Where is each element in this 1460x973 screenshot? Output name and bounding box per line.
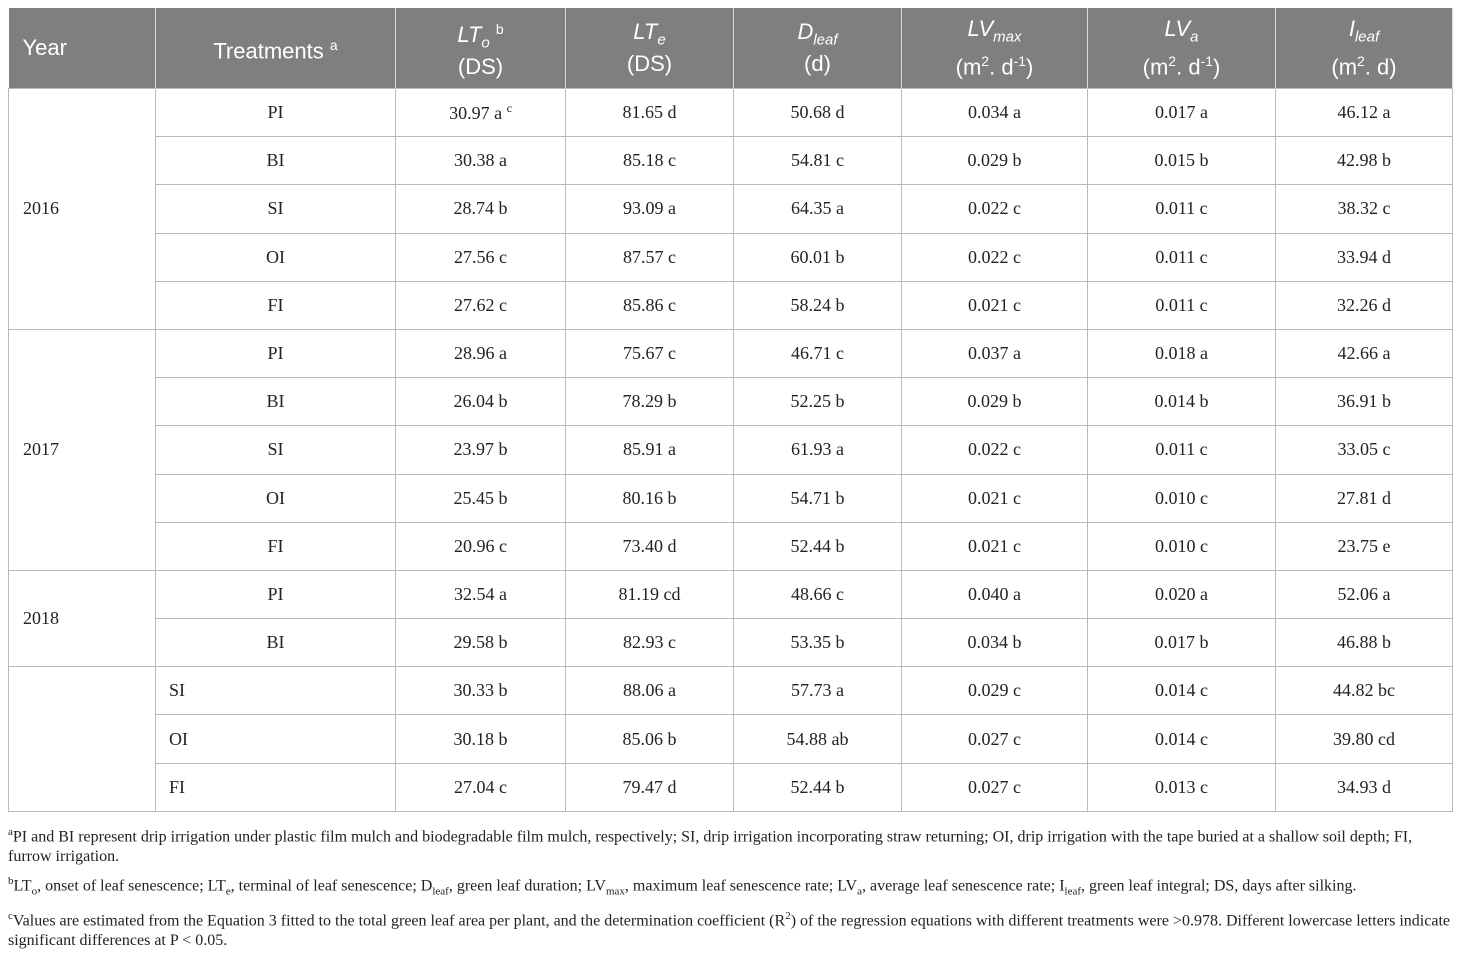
value-cell: 42.66 a	[1276, 329, 1453, 377]
value-cell: 27.62 c	[396, 281, 566, 329]
value-cell: 28.74 b	[396, 185, 566, 233]
value-cell: 32.54 a	[396, 570, 566, 618]
value-cell: 85.06 b	[566, 715, 734, 763]
value-cell: 29.58 b	[396, 619, 566, 667]
value-cell: 23.75 e	[1276, 522, 1453, 570]
value-cell: 26.04 b	[396, 378, 566, 426]
table-row	[9, 763, 1453, 811]
value-cell: 54.88 ab	[734, 715, 902, 763]
value-cell: 0.040 a	[902, 570, 1088, 618]
value-cell: 32.26 d	[1276, 281, 1453, 329]
table-row	[9, 570, 1453, 618]
empty-year-cell	[9, 667, 156, 812]
treatment-cell: OI	[156, 474, 396, 522]
value-cell: 28.96 a	[396, 329, 566, 377]
value-cell: 30.18 b	[396, 715, 566, 763]
value-cell: 0.015 b	[1088, 137, 1276, 185]
table-row	[9, 474, 1453, 522]
value-cell: 27.81 d	[1276, 474, 1453, 522]
value-cell: 0.022 c	[902, 426, 1088, 474]
year-cell: 2018	[9, 570, 156, 666]
table-row	[9, 185, 1453, 233]
value-cell: 0.020 a	[1088, 570, 1276, 618]
value-cell: 88.06 a	[566, 667, 734, 715]
value-cell: 54.81 c	[734, 137, 902, 185]
value-cell: 52.44 b	[734, 522, 902, 570]
table-row	[9, 378, 1453, 426]
value-cell: 0.021 c	[902, 474, 1088, 522]
value-cell: 0.022 c	[902, 233, 1088, 281]
footnote-c: $^c$Values are estimated from the Equation 3 fitted to the total green leaf area per plant, and the determination coefficient $(R^2)$ of the regression equations with different treatments were >0.978. Different lowercase letters indicate significant differences at P < 0.05.	[8, 909, 1450, 950]
value-cell: 23.97 b	[396, 426, 566, 474]
table-footnotes	[8, 822, 1452, 955]
table-row	[9, 281, 1453, 329]
value-cell: 0.011 c	[1088, 426, 1276, 474]
treatment-cell: BI	[156, 137, 396, 185]
value-cell: 0.011 c	[1088, 185, 1276, 233]
table-row	[9, 667, 1453, 715]
value-cell: 0.014 c	[1088, 715, 1276, 763]
treatment-cell: SI	[156, 426, 396, 474]
value-cell: 0.029 c	[902, 667, 1088, 715]
value-cell: 78.29 b	[566, 378, 734, 426]
value-cell: 0.010 c	[1088, 474, 1276, 522]
header-year: Year	[9, 8, 156, 89]
value-cell: 34.93 d	[1276, 763, 1453, 811]
value-cell: 46.71 c	[734, 329, 902, 377]
header-lvmax: $LV_{max}$ ($m^2$. $d^{-1}$)	[902, 8, 1088, 89]
table-row	[9, 715, 1453, 763]
results-table	[8, 8, 1453, 812]
treatment-cell: OI	[156, 715, 396, 763]
value-cell: 20.96 c	[396, 522, 566, 570]
value-cell: 54.71 b	[734, 474, 902, 522]
treatment-cell: BI	[156, 619, 396, 667]
value-cell: 58.24 b	[734, 281, 902, 329]
value-cell: 60.01 b	[734, 233, 902, 281]
value-cell: 57.73 a	[734, 667, 902, 715]
value-cell: 0.011 c	[1088, 281, 1276, 329]
value-cell: 46.88 b	[1276, 619, 1453, 667]
value-cell: 53.35 b	[734, 619, 902, 667]
value-cell: 0.021 c	[902, 281, 1088, 329]
value-cell: 52.06 a	[1276, 570, 1453, 618]
value-cell: 0.037 a	[902, 329, 1088, 377]
value-cell: 30.33 b	[396, 667, 566, 715]
header-lte: $LT_e$ (DS)	[566, 8, 734, 89]
value-cell: 81.19 cd	[566, 570, 734, 618]
value-cell: 25.45 b	[396, 474, 566, 522]
treatment-cell: PI	[156, 570, 396, 618]
treatment-cell: PI	[156, 329, 396, 377]
treatment-cell: PI	[156, 89, 396, 137]
treatment-cell: FI	[156, 281, 396, 329]
value-cell: 33.94 d	[1276, 233, 1453, 281]
value-cell: 61.93 a	[734, 426, 902, 474]
value-cell: 44.82 bc	[1276, 667, 1453, 715]
treatment-cell: BI	[156, 378, 396, 426]
value-cell: 38.32 c	[1276, 185, 1453, 233]
table-container	[8, 8, 1452, 812]
value-cell: 39.80 cd	[1276, 715, 1453, 763]
value-cell: 52.25 b	[734, 378, 902, 426]
value-cell: 82.93 c	[566, 619, 734, 667]
value-cell: 80.16 b	[566, 474, 734, 522]
table-row	[9, 426, 1453, 474]
treatment-cell: SI	[156, 185, 396, 233]
value-cell: 73.40 d	[566, 522, 734, 570]
value-cell: 30.97 a $^c$	[396, 89, 566, 137]
treatment-cell: OI	[156, 233, 396, 281]
value-cell: 0.029 b	[902, 137, 1088, 185]
value-cell: 93.09 a	[566, 185, 734, 233]
header-lto: $LT_o$ $^b$ (DS)	[396, 8, 566, 89]
value-cell: 36.91 b	[1276, 378, 1453, 426]
value-cell: 0.011 c	[1088, 233, 1276, 281]
footnote-b: $^bLT_o$, onset of leaf senescence; $LT_e$, terminal of leaf senescence; $D_{leaf}$, green leaf duration; $LV_{max}$, maximum leaf senescence rate; $LV_a$, average leaf senescence rate; $I_{leaf}$, green leaf integral; DS, days after silking.	[8, 875, 1357, 898]
table-row	[9, 329, 1453, 377]
value-cell: 0.013 c	[1088, 763, 1276, 811]
value-cell: 85.18 c	[566, 137, 734, 185]
header-lva: $LV_a$ ($m^2$. $d^{-1}$)	[1088, 8, 1276, 89]
treatment-cell: FI	[156, 763, 396, 811]
value-cell: 0.010 c	[1088, 522, 1276, 570]
header-dleaf: $D_{leaf}$ (d)	[734, 8, 902, 89]
value-cell: 42.98 b	[1276, 137, 1453, 185]
value-cell: 0.022 c	[902, 185, 1088, 233]
value-cell: 79.47 d	[566, 763, 734, 811]
value-cell: 0.027 c	[902, 763, 1088, 811]
value-cell: 0.017 a	[1088, 89, 1276, 137]
value-cell: 85.86 c	[566, 281, 734, 329]
value-cell: 0.014 b	[1088, 378, 1276, 426]
value-cell: 27.04 c	[396, 763, 566, 811]
value-cell: 75.67 c	[566, 329, 734, 377]
value-cell: 87.57 c	[566, 233, 734, 281]
value-cell: 0.034 b	[902, 619, 1088, 667]
value-cell: 48.66 c	[734, 570, 902, 618]
header-row	[9, 8, 1453, 89]
treatment-cell: SI	[156, 667, 396, 715]
value-cell: 52.44 b	[734, 763, 902, 811]
table-row	[9, 619, 1453, 667]
year-cell: 2017	[9, 329, 156, 570]
value-cell: 81.65 d	[566, 89, 734, 137]
table-row	[9, 89, 1453, 137]
value-cell: 30.38 a	[396, 137, 566, 185]
table-row	[9, 233, 1453, 281]
year-cell: 2016	[9, 89, 156, 330]
value-cell: 0.017 b	[1088, 619, 1276, 667]
value-cell: 50.68 d	[734, 89, 902, 137]
value-cell: 0.029 b	[902, 378, 1088, 426]
value-cell: 0.027 c	[902, 715, 1088, 763]
value-cell: 0.034 a	[902, 89, 1088, 137]
header-treatments: Treatments $^a$	[156, 8, 396, 89]
value-cell: 0.018 a	[1088, 329, 1276, 377]
value-cell: 33.05 c	[1276, 426, 1453, 474]
table-row	[9, 137, 1453, 185]
value-cell: 0.021 c	[902, 522, 1088, 570]
treatment-cell: FI	[156, 522, 396, 570]
header-ileaf: $I_{leaf}$ ($m^2$. d)	[1276, 8, 1453, 89]
value-cell: 64.35 a	[734, 185, 902, 233]
value-cell: 0.014 c	[1088, 667, 1276, 715]
value-cell: 46.12 a	[1276, 89, 1453, 137]
footnote-a: $^a$PI and BI represent drip irrigation under plastic film mulch and biodegradable film mulch, respectively; SI, drip irrigation incorporating straw returning; OI, drip irrigation with the tape buried at a shallow soil depth; FI, furrow irrigation.	[8, 826, 1413, 866]
value-cell: 85.91 a	[566, 426, 734, 474]
value-cell: 27.56 c	[396, 233, 566, 281]
table-row	[9, 522, 1453, 570]
